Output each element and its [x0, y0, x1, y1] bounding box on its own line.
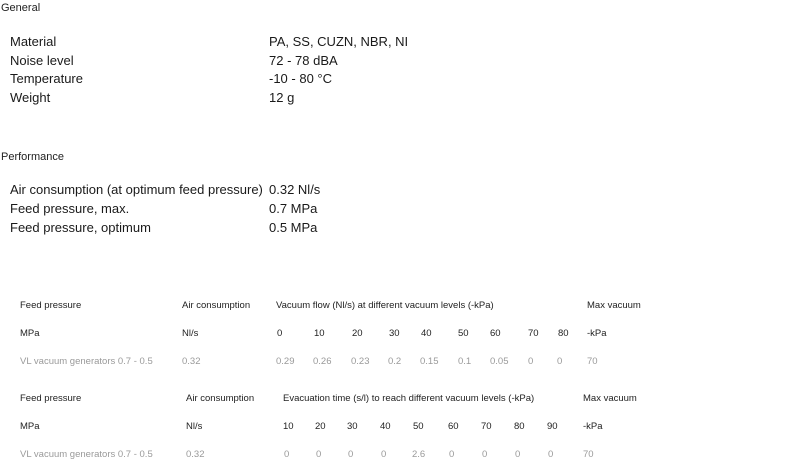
- evac-level: 70: [481, 421, 492, 432]
- flow-header-feed-pressure: Feed pressure: [20, 300, 82, 311]
- spec-value-temperature: -10 - 80 °C: [269, 71, 333, 86]
- evac-level: 90: [547, 421, 558, 432]
- evac-row-feed: VL vacuum generators 0.7 - 0.5: [20, 449, 153, 460]
- evac-header-evacuation-time: Evacuation time (s/l) to reach different vacuum levels (-kPa): [283, 393, 535, 404]
- evac-unit-air: Nl/s: [186, 421, 203, 432]
- flow-header-air-consumption: Air consumption: [182, 300, 251, 311]
- flow-value: 0: [528, 356, 534, 367]
- flow-value: 0.15: [420, 356, 439, 367]
- flow-unit-feed: MPa: [20, 328, 40, 339]
- evac-unit-feed: MPa: [20, 421, 40, 432]
- flow-level: 80: [558, 328, 569, 339]
- flow-row-air: 0.32: [182, 356, 201, 367]
- flow-value: 0: [557, 356, 563, 367]
- flow-unit-max: -kPa: [587, 328, 607, 339]
- flow-level: 0: [277, 328, 283, 339]
- evac-value: 0: [348, 449, 354, 460]
- evac-row-max: 70: [583, 449, 594, 460]
- spec-label-noise-level: Noise level: [10, 53, 74, 68]
- flow-row-feed: VL vacuum generators 0.7 - 0.5: [20, 356, 153, 367]
- flow-level: 50: [458, 328, 469, 339]
- spec-label-air-consumption: Air consumption (at optimum feed pressure): [10, 182, 263, 197]
- flow-level: 60: [490, 328, 501, 339]
- spec-label-feed-pressure-optimum: Feed pressure, optimum: [10, 220, 151, 235]
- spec-label-feed-pressure-max: Feed pressure, max.: [10, 201, 130, 216]
- evac-value: 0: [548, 449, 554, 460]
- performance-section-title: Performance: [1, 151, 64, 163]
- evac-value: 0: [482, 449, 488, 460]
- evac-value: 2.6: [412, 449, 426, 460]
- spec-label-weight: Weight: [10, 90, 51, 105]
- flow-value: 0.1: [458, 356, 472, 367]
- spec-label-material: Material: [10, 34, 57, 49]
- evac-unit-max: -kPa: [583, 421, 603, 432]
- evac-level: 50: [413, 421, 424, 432]
- flow-row-max: 70: [587, 356, 598, 367]
- evac-header-feed-pressure: Feed pressure: [20, 393, 82, 404]
- flow-unit-air: Nl/s: [182, 328, 199, 339]
- evac-header-max-vacuum: Max vacuum: [583, 393, 637, 404]
- evac-value: 0: [515, 449, 521, 460]
- evac-header-air-consumption: Air consumption: [186, 393, 255, 404]
- evac-level: 60: [448, 421, 459, 432]
- evac-value: 0: [284, 449, 290, 460]
- flow-level: 70: [528, 328, 539, 339]
- evac-level: 80: [514, 421, 525, 432]
- evac-value: 0: [449, 449, 455, 460]
- flow-level: 20: [352, 328, 363, 339]
- spec-value-noise-level: 72 - 78 dBA: [269, 53, 338, 68]
- flow-level: 30: [389, 328, 400, 339]
- evac-level: 30: [347, 421, 358, 432]
- flow-value: 0.29: [276, 356, 295, 367]
- flow-value: 0.2: [388, 356, 402, 367]
- spec-value-air-consumption: 0.32 Nl/s: [269, 182, 321, 197]
- spec-value-weight: 12 g: [269, 90, 295, 105]
- flow-value: 0.05: [490, 356, 509, 367]
- spec-value-material: PA, SS, CUZN, NBR, NI: [269, 34, 409, 49]
- flow-header-vacuum-flow: Vacuum flow (Nl/s) at different vacuum levels (-kPa): [276, 300, 494, 311]
- flow-level: 40: [421, 328, 432, 339]
- flow-value: 0.23: [351, 356, 370, 367]
- spec-value-feed-pressure-optimum: 0.5 MPa: [269, 220, 318, 235]
- flow-header-max-vacuum: Max vacuum: [587, 300, 641, 311]
- spec-value-feed-pressure-max: 0.7 MPa: [269, 201, 318, 216]
- evac-level: 10: [283, 421, 294, 432]
- evac-row-air: 0.32: [186, 449, 205, 460]
- evac-level: 40: [380, 421, 391, 432]
- evac-value: 0: [316, 449, 322, 460]
- general-section-title: General: [1, 2, 41, 14]
- flow-level: 10: [314, 328, 325, 339]
- evac-level: 20: [315, 421, 326, 432]
- flow-value: 0.26: [313, 356, 332, 367]
- evac-value: 0: [381, 449, 387, 460]
- spec-label-temperature: Temperature: [10, 71, 83, 86]
